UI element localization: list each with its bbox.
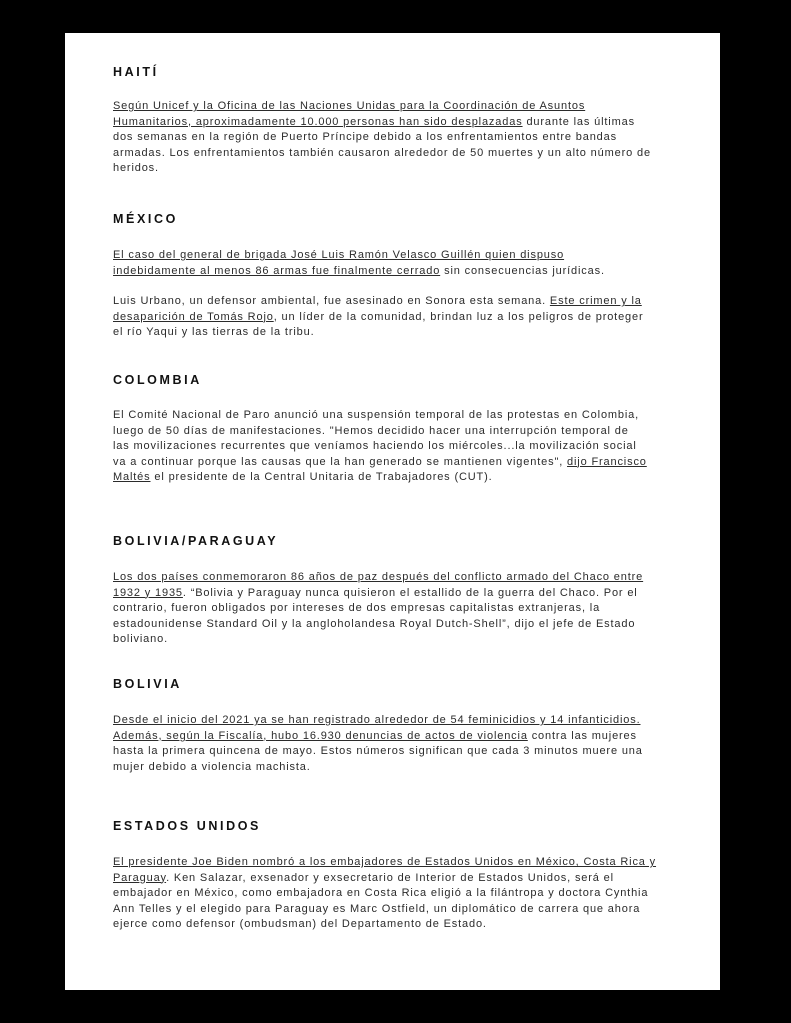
text-line [113, 917, 656, 933]
paragraph-text: hasta la primera quincena de mayo. Estos números significan que cada 3 minutos muere una [113, 745, 643, 758]
paragraph-text: . “Bolivia y Paraguay nunca quisieron el estallido de la guerra del Chaco. Por el [182, 586, 638, 599]
paragraph-text: sin consecuencias jurídicas. [440, 264, 605, 277]
section-heading-bolivia-paraguay: BOLIVIA/PARAGUAY [113, 534, 279, 548]
article-link[interactable]: desaparición de Tomás Rojo [113, 310, 274, 323]
document-page [65, 33, 720, 990]
paragraph-text: Luis Urbano, un defensor ambiental, fue asesinado en Sonora esta semana. [113, 295, 550, 307]
text-line [113, 632, 643, 648]
text-line [113, 439, 647, 455]
article-link[interactable]: Humanitarios, aproximadamente 10.000 personas han sido desplazadas [113, 115, 523, 128]
paragraph-estados-unidos [113, 855, 656, 933]
section-heading-bolivia: BOLIVIA [113, 677, 182, 691]
paragraph-text: , un líder de la comunidad, brindan luz a los peligros de proteger [273, 310, 644, 323]
text-line [113, 586, 643, 602]
text-line [113, 855, 656, 871]
text-line [113, 264, 605, 280]
article-link[interactable]: dijo Francisco [567, 455, 647, 468]
paragraph-bolivia [113, 713, 643, 775]
paragraph-text: mujer debido a violencia machista. [113, 760, 311, 773]
article-link[interactable]: El presidente Joe Biden nombró a los embajadores de Estados Unidos en México, Costa Rica y [113, 856, 657, 868]
text-line [113, 146, 651, 162]
text-line [113, 617, 643, 633]
article-link[interactable]: El caso del general de brigada José Luis Ramón Velasco Guillén quien dispuso [113, 249, 565, 261]
text-line [113, 424, 647, 440]
article-link[interactable]: indebidamente al menos 86 armas fue finalmente cerrado [113, 264, 441, 277]
text-line [113, 601, 643, 617]
paragraph-mexico-2 [113, 294, 644, 341]
text-line [113, 570, 643, 586]
section-heading-colombia: COLOMBIA [113, 373, 202, 387]
paragraph-text: dos semanas en la región de Puerto Príncipe debido a los enfrentamientos entre bandas [113, 131, 617, 144]
paragraph-text: armadas. Los enfrentamientos también causaron alrededor de 50 muertes y un alto número de [113, 146, 651, 159]
text-line [113, 99, 651, 115]
paragraph-haiti [113, 99, 651, 177]
paragraph-text: las movilizaciones recurrentes que veníamos haciendo los miércoles...la movilización social [113, 440, 637, 453]
paragraph-text: ejerce como defensor (ombudsman) del Departamento de Estado. [113, 918, 487, 931]
text-line [113, 729, 643, 745]
paragraph-text: luego de 50 días de manifestaciones. "Hemos decidido hacer una interrupción temporal de [113, 424, 629, 437]
paragraph-text: el presidente de la Central Unitaria de Trabajadores (CUT). [150, 471, 493, 484]
text-line [113, 408, 647, 424]
paragraph-text: heridos. [113, 162, 159, 175]
text-line [113, 294, 644, 310]
paragraph-text: contrario, fueron obligados por intereses de dos empresas capitalistas extranjeras, la [113, 602, 601, 615]
text-line [113, 161, 651, 177]
paragraph-text: el río Yaqui y las tierras de la tribu. [113, 326, 315, 339]
article-link[interactable]: Este crimen y la [549, 295, 642, 307]
text-line [113, 902, 656, 918]
article-link[interactable]: Los dos países conmemoraron 86 años de paz después del conflicto armado del Chaco entre [113, 571, 644, 583]
text-line [113, 455, 647, 471]
text-line [113, 744, 643, 760]
paragraph-text: Ann Telles y el elegido para Paraguay es Marc Ostfield, un diplomático de carrera que ahora [113, 902, 641, 915]
article-link[interactable]: Según Unicef y la Oficina de las Naciones Unidas para la Coordinación de Asuntos [113, 100, 586, 112]
paragraph-text: El Comité Nacional de Paro anunció una suspensión temporal de las protestas en Colombia, [113, 409, 640, 421]
paragraph-mexico-1 [113, 248, 605, 279]
text-line [113, 325, 644, 341]
text-line [113, 115, 651, 131]
text-line [113, 310, 644, 326]
paragraph-text: . Ken Salazar, exsenador y exsecretario de Interior de Estados Unidos, será el [166, 871, 614, 884]
paragraph-text: va a continuar porque las causas que la han generado se mantienen vigentes", [113, 455, 568, 468]
paragraph-text: durante las últimas [522, 115, 635, 128]
text-line [113, 470, 647, 486]
section-heading-mexico: MÉXICO [113, 212, 178, 226]
text-line [113, 130, 651, 146]
section-heading-estados-unidos: ESTADOS UNIDOS [113, 819, 261, 833]
article-link[interactable]: Paraguay [113, 871, 167, 884]
article-link[interactable]: Maltés [113, 471, 151, 484]
text-line [113, 871, 656, 887]
paragraph-text: estadounidense Standard Oil y la angloholandesa Royal Dutch-Shell”, dijo el jefe de Estado [113, 617, 636, 630]
text-line [113, 760, 643, 776]
paragraph-text: embajador en México, como embajadora en Costa Rica eligió a la filántropa y doctora Cynthia [113, 887, 649, 900]
article-link[interactable]: 1932 y 1935 [113, 586, 183, 599]
text-line [113, 248, 605, 264]
paragraph-colombia [113, 408, 647, 486]
paragraph-text: contra las mujeres [527, 729, 637, 742]
article-link[interactable]: Desde el inicio del 2021 ya se han registrado alrededor de 54 feminicidios y 14 infanticidios. [113, 714, 641, 726]
article-link[interactable]: Además, según la Fiscalía, hubo 16.930 denuncias de actos de violencia [113, 729, 528, 742]
section-heading-haiti: HAITÍ [113, 65, 159, 79]
text-line [113, 886, 656, 902]
paragraph-text: boliviano. [113, 633, 168, 646]
paragraph-bolivia-paraguay [113, 570, 643, 648]
text-line [113, 713, 643, 729]
